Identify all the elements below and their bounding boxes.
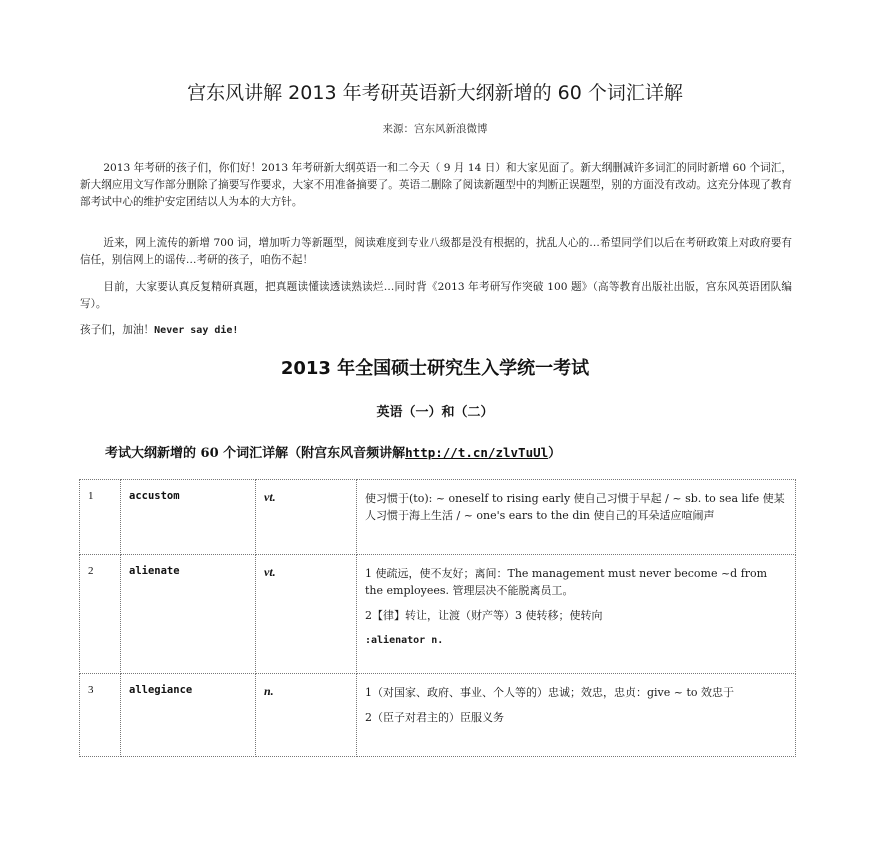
advice-paragraph: 目前，大家要认真反复精研真题，把真题读懂读透读熟读烂…同时背《2013 年考研写作突破 100 题》（高等教育出版社出版，宫东风英语团队编写）。 <box>80 281 792 310</box>
encouragement-cn: 孩子们，加油！ <box>80 324 155 336</box>
entry-pos: vt. <box>256 555 357 674</box>
vocab-table <box>79 479 796 757</box>
list-heading-text: 考试大纲新增的 60 个词汇详解（附宫东风音频讲解 <box>105 446 406 461</box>
list-heading-close: ） <box>548 446 562 461</box>
definition-line: 2【律】转让，让渡（财产等）3 使转移；使转向 <box>365 609 603 622</box>
document-source: 来源：宫东风新浪微博 <box>382 123 488 135</box>
definition-line: 1 使疏远，使不友好；离间：The management must never become ~d from the employees. 管理层决不能脱离员工。 <box>365 567 768 597</box>
list-heading <box>105 442 805 461</box>
subject-heading: 英语（一）和（二） <box>376 405 494 420</box>
entry-definition <box>357 480 796 555</box>
entry-pos: n. <box>256 674 357 757</box>
definition-line: 2（臣子对君主的）臣服义务 <box>365 711 504 724</box>
table-row <box>80 674 796 757</box>
document-title: 宫东风讲解 2013 年考研英语新大纲新增的 60 个词汇详解 <box>187 82 683 104</box>
rumor-paragraph: 近来，网上流传的新增 700 词，增加听力等新题型，阅读难度到专业八级都是没有根据的，扰乱人心的…希望同学们以后在考研政策上对政府要有信任，别信网上的谣传…考研的孩子，咱伤不起！ <box>80 237 792 266</box>
encouragement-en: Never say die! <box>154 325 239 336</box>
entry-definition <box>357 555 796 674</box>
entry-word: alienate <box>121 555 256 674</box>
exam-heading: 2013 年全国硕士研究生入学统一考试 <box>280 358 590 379</box>
intro-paragraph: 2013 年考研的孩子们，你们好！2013 年考研新大纲英语一和二今天（ 9 月 14 日）和大家见面了。新大纲删减许多词汇的同时新增 60 个词汇，新大纲应用文写作部分删除了摘要写作要求，大家不用准备摘要了。英语二删除了阅读新题型中的判断正误题型，别的方面没有改动。这充分体现了教育部考试中心的维护安定团结以人为本的大方针。 <box>80 162 792 208</box>
entry-number: 1 <box>80 480 121 555</box>
table-row <box>80 555 796 674</box>
audio-link[interactable]: http://t.cn/zlvTuUl <box>405 445 549 460</box>
definition-line: 使习惯于(to): ~ oneself to rising early 使自己习惯于早起 / ~ sb. to sea life 使某人习惯于海上生活 / ~ one's ears to the din 使自己的耳朵适应喧闹声 <box>365 492 785 522</box>
entry-pos: vt. <box>256 480 357 555</box>
entry-word: allegiance <box>121 674 256 757</box>
definition-line: 1（对国家、政府、事业、个人等的）忠诚；效忠，忠贞：give ~ to 效忠于 <box>365 686 735 699</box>
entry-definition <box>357 674 796 757</box>
entry-number: 3 <box>80 674 121 757</box>
table-row <box>80 480 796 555</box>
entry-number: 2 <box>80 555 121 674</box>
entry-word: accustom <box>121 480 256 555</box>
encouragement-paragraph <box>80 322 792 339</box>
definition-line: :alienator n. <box>365 635 444 646</box>
